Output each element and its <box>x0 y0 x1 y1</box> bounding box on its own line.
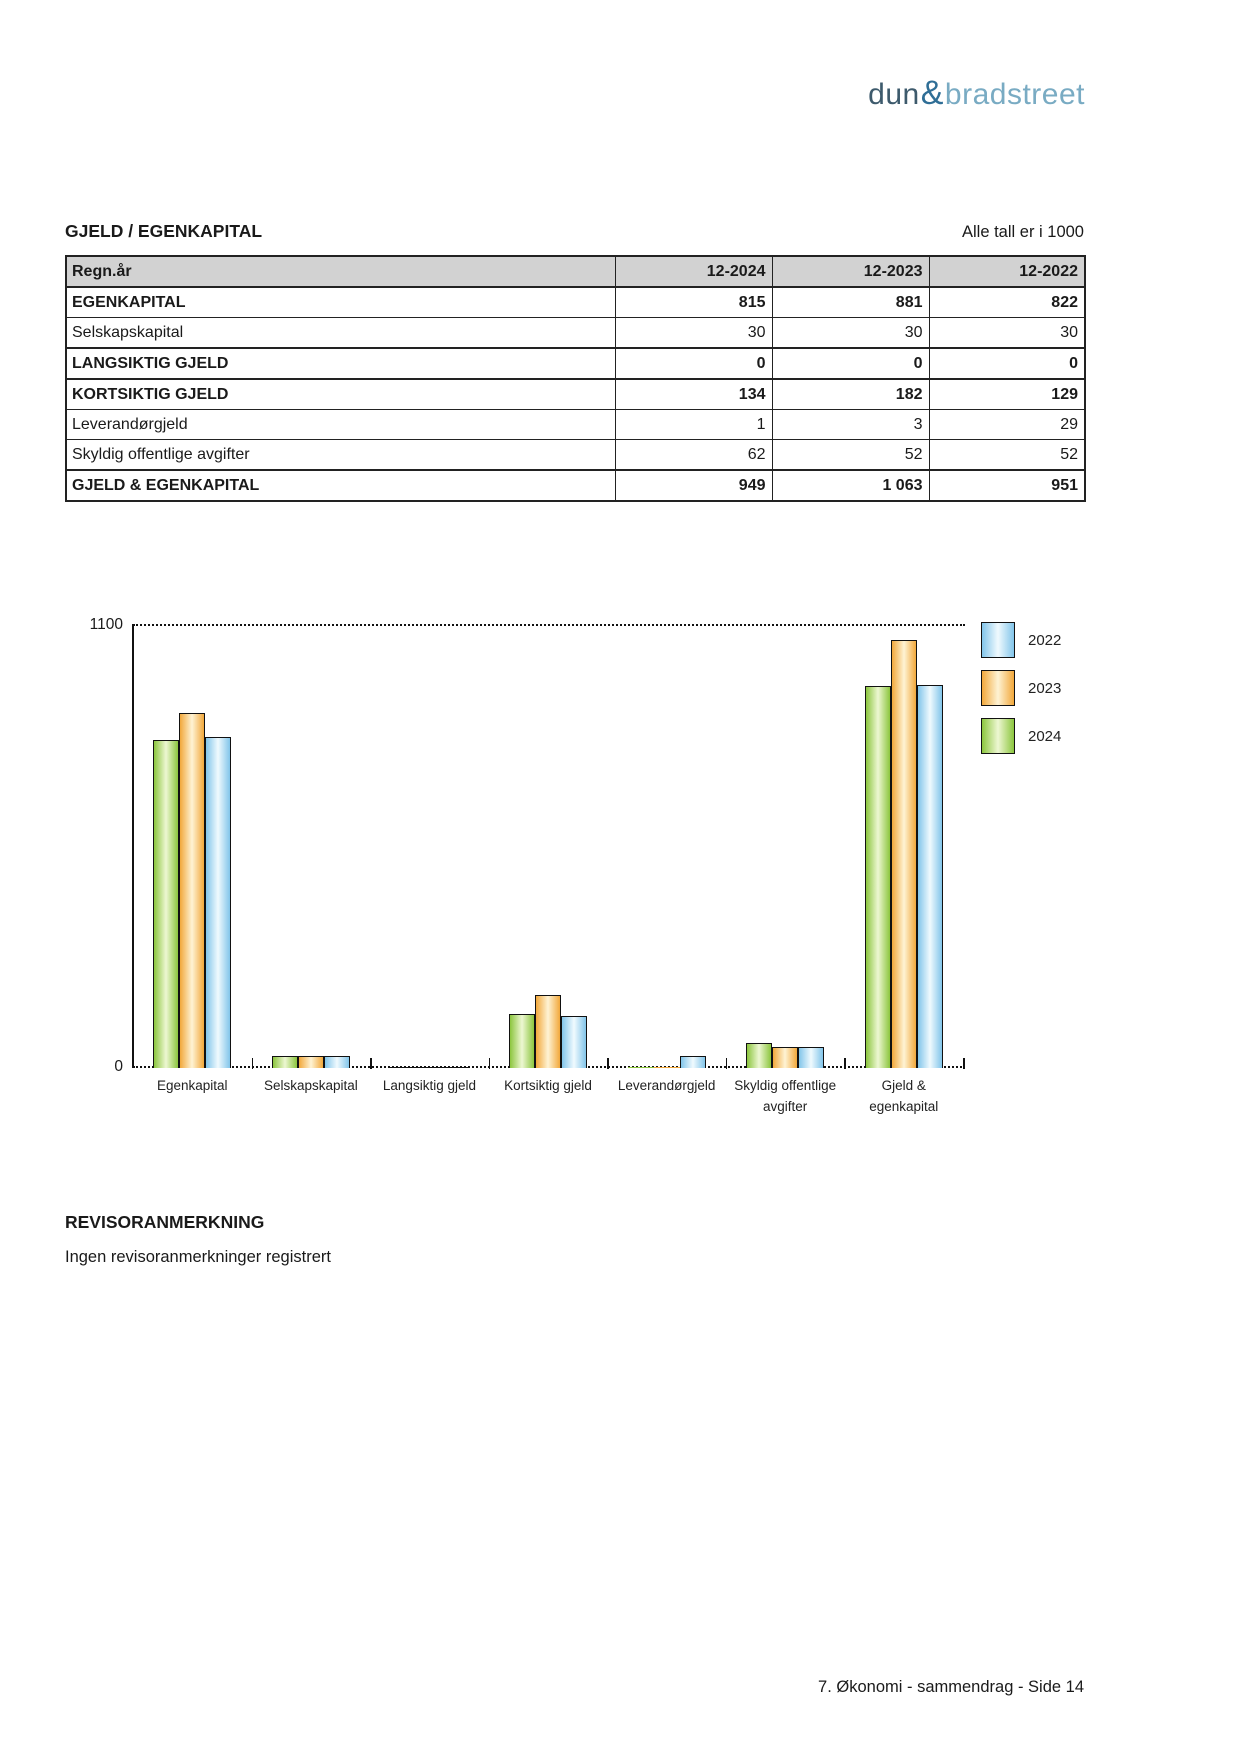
category-label: Selskapskapital <box>263 1078 358 1093</box>
chart-bar-2024 <box>628 1067 654 1068</box>
logo-text-dun: dun <box>868 78 920 111</box>
chart-bar-2024 <box>390 1067 416 1068</box>
row-value: 1 <box>615 410 772 440</box>
legend-item-2022 <box>981 622 1061 658</box>
dun-bradstreet-logo <box>868 74 1085 113</box>
chart-category-cell <box>133 625 252 1068</box>
revisor-text: Ingen revisoranmerkninger registrert <box>65 1248 331 1266</box>
category-label: Gjeld & egenkapital <box>869 1078 939 1114</box>
row-value: 0 <box>772 348 929 379</box>
row-value: 62 <box>615 440 772 471</box>
row-value: 1 063 <box>772 470 929 501</box>
legend-item-2023 <box>981 670 1061 706</box>
row-label: KORTSIKTIG GJELD <box>66 379 615 410</box>
chart-bar-2022 <box>324 1056 350 1068</box>
ampersand-icon: & <box>920 74 944 112</box>
bar-group <box>865 640 943 1068</box>
chart-category-cell <box>489 625 608 1068</box>
row-value: 29 <box>929 410 1085 440</box>
chart-category-cell <box>844 625 963 1068</box>
row-value: 134 <box>615 379 772 410</box>
y-axis-max-label: 1100 <box>89 616 123 633</box>
chart-bar-2022 <box>917 685 943 1068</box>
legend-label: 2023 <box>1028 679 1062 697</box>
row-value: 0 <box>929 348 1085 379</box>
row-label: LANGSIKTIG GJELD <box>66 348 615 379</box>
row-value: 182 <box>772 379 929 410</box>
legend-swatch-2023 <box>981 670 1015 706</box>
chart-bar-2024 <box>153 740 179 1068</box>
table-row <box>66 470 1085 501</box>
row-value: 881 <box>772 287 929 318</box>
chart-bar-2022 <box>442 1067 468 1068</box>
unit-note: Alle tall er i 1000 <box>962 223 1084 241</box>
row-value: 815 <box>615 287 772 318</box>
chart-category-cell <box>370 625 489 1068</box>
chart-category-cell <box>252 625 371 1068</box>
legend-item-2024 <box>981 718 1061 754</box>
bar-group <box>153 713 231 1068</box>
category-label: Skyldig offentlige avgifter <box>734 1078 837 1114</box>
legend-label: 2024 <box>1028 727 1062 745</box>
row-value: 52 <box>772 440 929 471</box>
bar-group <box>390 1067 468 1068</box>
row-value: 822 <box>929 287 1085 318</box>
bar-group <box>272 1056 350 1068</box>
row-value: 30 <box>929 318 1085 349</box>
chart-bar-2022 <box>798 1047 824 1068</box>
row-value: 951 <box>929 470 1085 501</box>
table-row <box>66 379 1085 410</box>
category-labels <box>133 1076 963 1118</box>
table-row <box>66 348 1085 379</box>
chart-bar-2022 <box>205 737 231 1068</box>
category-label: Leverandørgjeld <box>617 1078 716 1093</box>
row-label: Skyldig offentlige avgifter <box>66 440 615 471</box>
table-row <box>66 410 1085 440</box>
chart-plot-area <box>133 625 963 1068</box>
table-body <box>66 287 1085 501</box>
row-value: 129 <box>929 379 1085 410</box>
row-value: 30 <box>615 318 772 349</box>
legend-swatch-2022 <box>981 622 1015 658</box>
chart-bar-2023 <box>772 1047 798 1068</box>
row-label: EGENKAPITAL <box>66 287 615 318</box>
chart-bar-2024 <box>865 686 891 1068</box>
chart-bar-2023 <box>179 713 205 1068</box>
row-value: 52 <box>929 440 1085 471</box>
row-value: 0 <box>615 348 772 379</box>
chart-bar-2023 <box>654 1067 680 1068</box>
table-row <box>66 440 1085 471</box>
table-row <box>66 318 1085 349</box>
row-label: Selskapskapital <box>66 318 615 349</box>
chart-bar-2023 <box>298 1056 324 1068</box>
legend-label: 2022 <box>1028 631 1062 649</box>
chart-bar-2024 <box>272 1056 298 1068</box>
y-axis-zero-label: 0 <box>114 1058 123 1075</box>
section-title: GJELD / EGENKAPITAL <box>65 221 263 241</box>
chart-category-cell <box>607 625 726 1068</box>
row-value: 30 <box>772 318 929 349</box>
table-row <box>66 287 1085 318</box>
chart-bar-2023 <box>416 1067 442 1068</box>
table-header-row <box>66 256 1085 287</box>
chart-bar-2024 <box>509 1014 535 1068</box>
category-label: Kortsiktig gjeld <box>504 1078 592 1093</box>
row-value: 949 <box>615 470 772 501</box>
table-header-col-2024: 12-2024 <box>615 256 772 287</box>
bar-group <box>628 1056 706 1068</box>
chart-bar-2022 <box>680 1056 706 1068</box>
row-value: 3 <box>772 410 929 440</box>
x-axis-tick <box>963 1058 965 1069</box>
chart-bar-2023 <box>891 640 917 1068</box>
revisor-title: REVISORANMERKNING <box>65 1212 265 1232</box>
row-label: GJELD & EGENKAPITAL <box>66 470 615 501</box>
chart-category-cell <box>726 625 845 1068</box>
category-label: Langsiktig gjeld <box>382 1078 476 1093</box>
logo-text-bradstreet: bradstreet <box>944 78 1085 111</box>
chart-bar-2022 <box>561 1016 587 1068</box>
row-label: Leverandørgjeld <box>66 410 615 440</box>
category-label: Egenkapital <box>157 1078 228 1093</box>
gjeld-egenkapital-table <box>65 255 1086 502</box>
table-header-col-2023: 12-2023 <box>772 256 929 287</box>
chart-bar-2023 <box>535 995 561 1068</box>
legend-swatch-2024 <box>981 718 1015 754</box>
table-header-label: Regn.år <box>66 256 615 287</box>
bar-group <box>746 1043 824 1068</box>
page-footer: 7. Økonomi - sammendrag - Side 14 <box>818 1678 1084 1696</box>
bar-group <box>509 995 587 1068</box>
table-header-col-2022: 12-2022 <box>929 256 1085 287</box>
chart-bar-2024 <box>746 1043 772 1068</box>
chart-legend <box>981 622 1061 754</box>
